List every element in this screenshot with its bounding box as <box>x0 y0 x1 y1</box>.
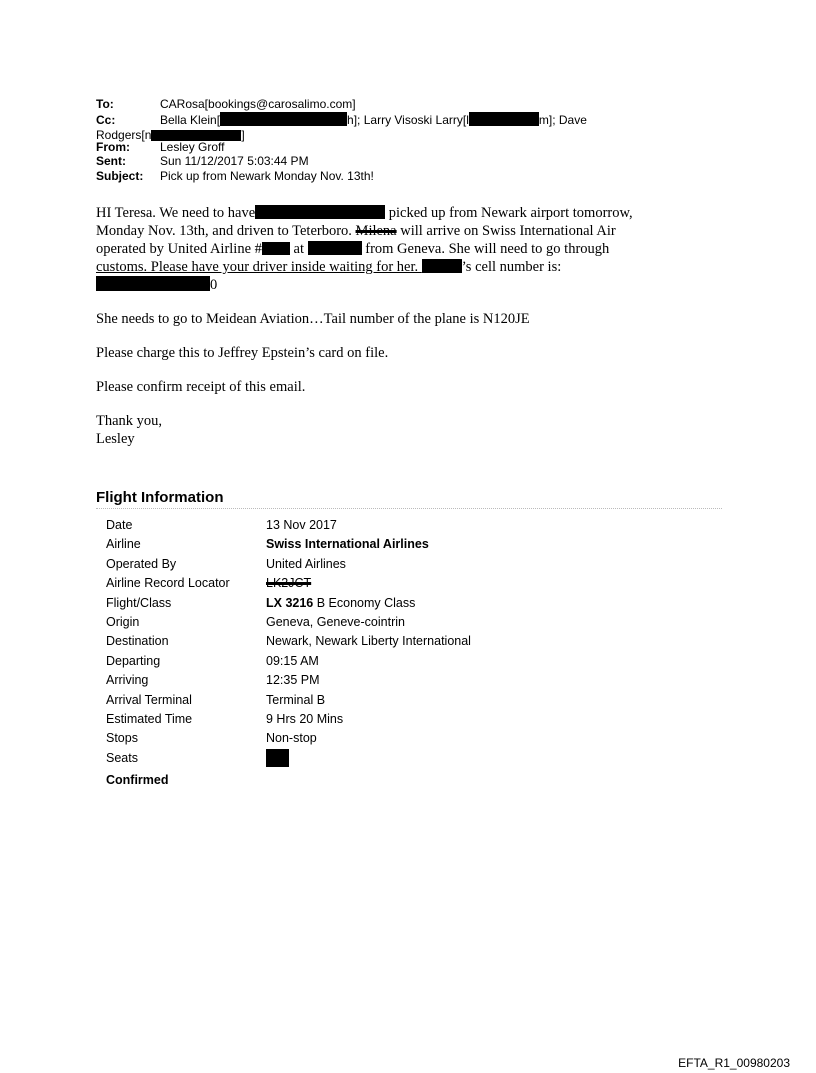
flight-key: Flight/Class <box>106 595 172 610</box>
document-id: EFTA_R1_00980203 <box>678 1056 790 1070</box>
redaction-block <box>422 259 462 273</box>
from-row <box>96 141 736 154</box>
body-text: HI Teresa. We need to have <box>96 205 256 221</box>
body-text: operated by United Airline # <box>96 241 262 257</box>
flight-key: Estimated Time <box>106 712 193 727</box>
cc-row <box>96 112 736 128</box>
cc-label: Cc: <box>96 113 116 127</box>
flight-key: Operated By <box>106 556 177 571</box>
divider <box>96 508 722 509</box>
flight-key: Departing <box>106 653 161 668</box>
flight-key: Airline <box>106 537 141 552</box>
flight-row <box>106 516 471 535</box>
redaction-block <box>262 242 290 255</box>
subject-row <box>96 169 736 184</box>
flight-value <box>266 749 289 771</box>
flight-row <box>106 535 471 554</box>
flight-row <box>106 632 471 651</box>
flight-row <box>106 555 471 574</box>
flight-value: 13 Nov 2017 <box>266 518 337 532</box>
struck-name: Milena <box>355 223 397 239</box>
flight-value: Geneva, Geneve-cointrin <box>266 615 405 630</box>
cc-part2: h]; Larry Visoski Larry[l <box>347 113 469 127</box>
flight-key: Stops <box>106 731 138 746</box>
redaction-block <box>96 276 210 291</box>
body-text: customs. Please have your driver inside waiting for her. <box>96 259 422 275</box>
cc-part3: m]; Dave <box>538 113 587 127</box>
flight-row <box>106 749 471 771</box>
flight-value: Non-stop <box>266 731 317 746</box>
flight-class: B Economy Class <box>313 595 416 610</box>
sent-row <box>96 154 736 169</box>
flight-key: Arriving <box>106 673 149 688</box>
body-text: 0 <box>210 277 218 293</box>
flight-row <box>106 613 471 632</box>
sent-value: Sun 11/12/2017 5:03:44 PM <box>160 154 309 168</box>
cc-part1: Bella Klein[ <box>160 113 221 127</box>
cc-line2-b: ] <box>241 128 245 142</box>
from-value: Lesley Groff <box>160 140 225 154</box>
flight-value: LK2JCT <box>266 576 312 591</box>
flight-value: 12:35 PM <box>266 673 320 688</box>
flight-key: Arrival Terminal <box>106 692 192 707</box>
flight-row <box>106 771 471 790</box>
flight-value: Newark, Newark Liberty International <box>266 634 471 649</box>
flight-row <box>106 574 471 593</box>
redaction-block <box>220 112 347 126</box>
flight-row <box>106 652 471 671</box>
flight-info-title: Flight Information <box>96 489 224 506</box>
body-paragraph-2: She needs to go to Meidean Aviation…Tail number of the plane is N120JE <box>96 311 530 327</box>
flight-value: United Airlines <box>266 556 346 571</box>
flight-row <box>106 671 471 690</box>
flight-row <box>106 594 471 613</box>
redaction-block <box>255 205 385 219</box>
flight-value: Swiss International Airlines <box>266 537 429 552</box>
flight-row <box>106 729 471 748</box>
body-paragraph-1 <box>96 204 716 294</box>
subject-value: Pick up from Newark Monday Nov. 13th! <box>160 169 374 183</box>
flight-info-table <box>106 516 471 791</box>
sent-label: Sent: <box>96 154 126 168</box>
redaction-block <box>308 241 362 255</box>
to-value: CARosa[bookings@carosalimo.com] <box>160 97 356 111</box>
flight-value: Terminal B <box>266 692 326 707</box>
flight-key: Destination <box>106 634 169 649</box>
redaction-block <box>469 112 539 126</box>
closing: Thank you, <box>96 413 163 429</box>
flight-value <box>266 594 415 613</box>
flight-key: Origin <box>106 615 140 630</box>
flight-key: Date <box>106 518 133 532</box>
from-label: From: <box>96 140 130 154</box>
email-header <box>96 97 736 184</box>
to-label: To: <box>96 97 114 111</box>
body-paragraph-4: Please confirm receipt of this email. <box>96 379 306 395</box>
body-text: picked up from Newark airport tomorrow, <box>385 205 633 221</box>
signature: Lesley <box>96 431 135 447</box>
body-text: from Geneva. She will need to go through <box>361 241 610 257</box>
flight-value: 09:15 AM <box>266 653 319 668</box>
cc-line2-a: Rodgers[n <box>96 128 152 142</box>
body-paragraph-3: Please charge this to Jeffrey Epstein’s card on file. <box>96 345 389 361</box>
body-text: at <box>289 241 308 257</box>
subject-label: Subject: <box>96 169 144 183</box>
body-text: will arrive on Swiss International Air <box>396 223 616 239</box>
redaction-block <box>266 749 289 767</box>
flight-key: Confirmed <box>106 773 169 788</box>
flight-row <box>106 691 471 710</box>
flight-key: Seats <box>106 750 138 765</box>
body-text: Monday Nov. 13th, and driven to Teterboro. <box>96 223 356 239</box>
flight-number: LX 3216 <box>266 595 314 610</box>
flight-value: 9 Hrs 20 Mins <box>266 712 344 727</box>
flight-row <box>106 710 471 729</box>
body-text: ’s cell number is: <box>461 259 562 275</box>
to-row <box>96 97 736 112</box>
flight-key: Airline Record Locator <box>106 576 230 591</box>
email-body <box>96 204 716 448</box>
